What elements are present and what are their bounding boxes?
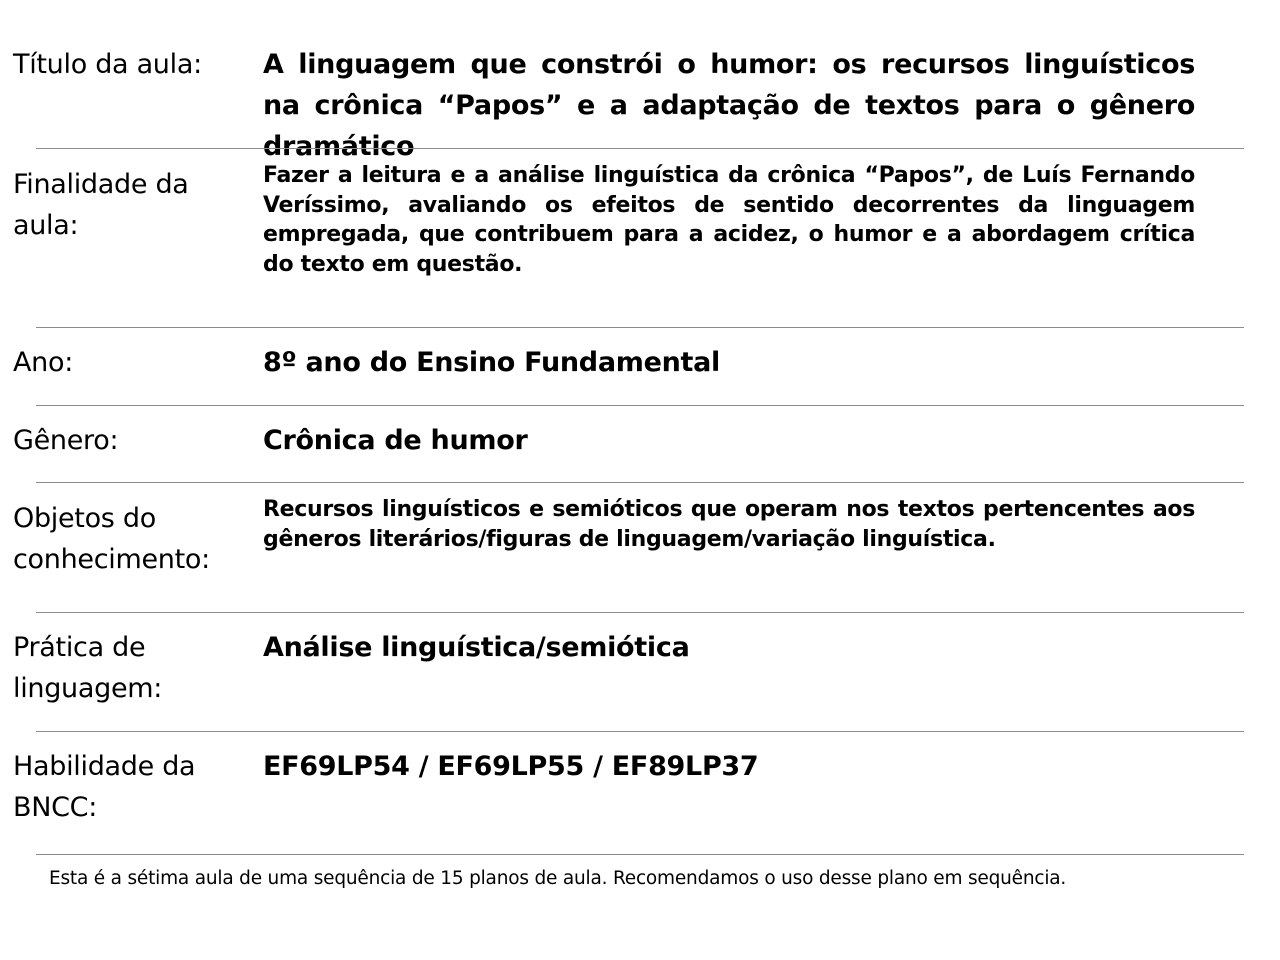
bncc-skill-value: EF69LP54 / EF69LP55 / EF89LP37	[263, 751, 759, 782]
lesson-title-label: Título da aula:	[13, 49, 202, 80]
lesson-title-value: A linguagem que constrói o humor: os recursos linguísticos na crônica “Papos” e a adaptação de textos para o gênero dramático	[263, 49, 1195, 162]
row-divider	[36, 148, 1244, 149]
row-divider	[36, 731, 1244, 732]
grade-label: Ano:	[13, 347, 73, 378]
row-divider	[36, 405, 1244, 406]
grade-value: 8º ano do Ensino Fundamental	[263, 347, 720, 378]
row-divider	[36, 854, 1244, 855]
genre-label: Gênero:	[13, 425, 119, 456]
lesson-purpose-value: Fazer a leitura e a análise linguística da crônica “Papos”, de Luís Fernando Veríssimo, avaliando os efeitos de sentido decorrentes da linguagem empregada, que contribuem para a acidez, o humor e a abordagem crítica do texto em questão.	[263, 163, 1195, 278]
sequence-footnote: Esta é a sétima aula de uma sequência de 15 planos de aula. Recomendamos o uso desse plano em sequência.	[49, 868, 1067, 889]
bncc-skill-label: Habilidade da BNCC:	[13, 751, 196, 823]
knowledge-objects-value: Recursos linguísticos e semióticos que operam nos textos pertencentes aos gêneros literários/figuras de linguagem/variação linguística.	[263, 497, 1195, 552]
language-practice-value: Análise linguística/semiótica	[263, 632, 690, 663]
row-divider	[36, 612, 1244, 613]
knowledge-objects-label: Objetos do conhecimento:	[13, 503, 210, 575]
language-practice-label: Prática de linguagem:	[13, 632, 163, 704]
genre-value: Crônica de humor	[263, 425, 528, 456]
lesson-purpose-label: Finalidade da aula:	[13, 169, 189, 241]
row-divider	[36, 482, 1244, 483]
row-divider	[36, 327, 1244, 328]
